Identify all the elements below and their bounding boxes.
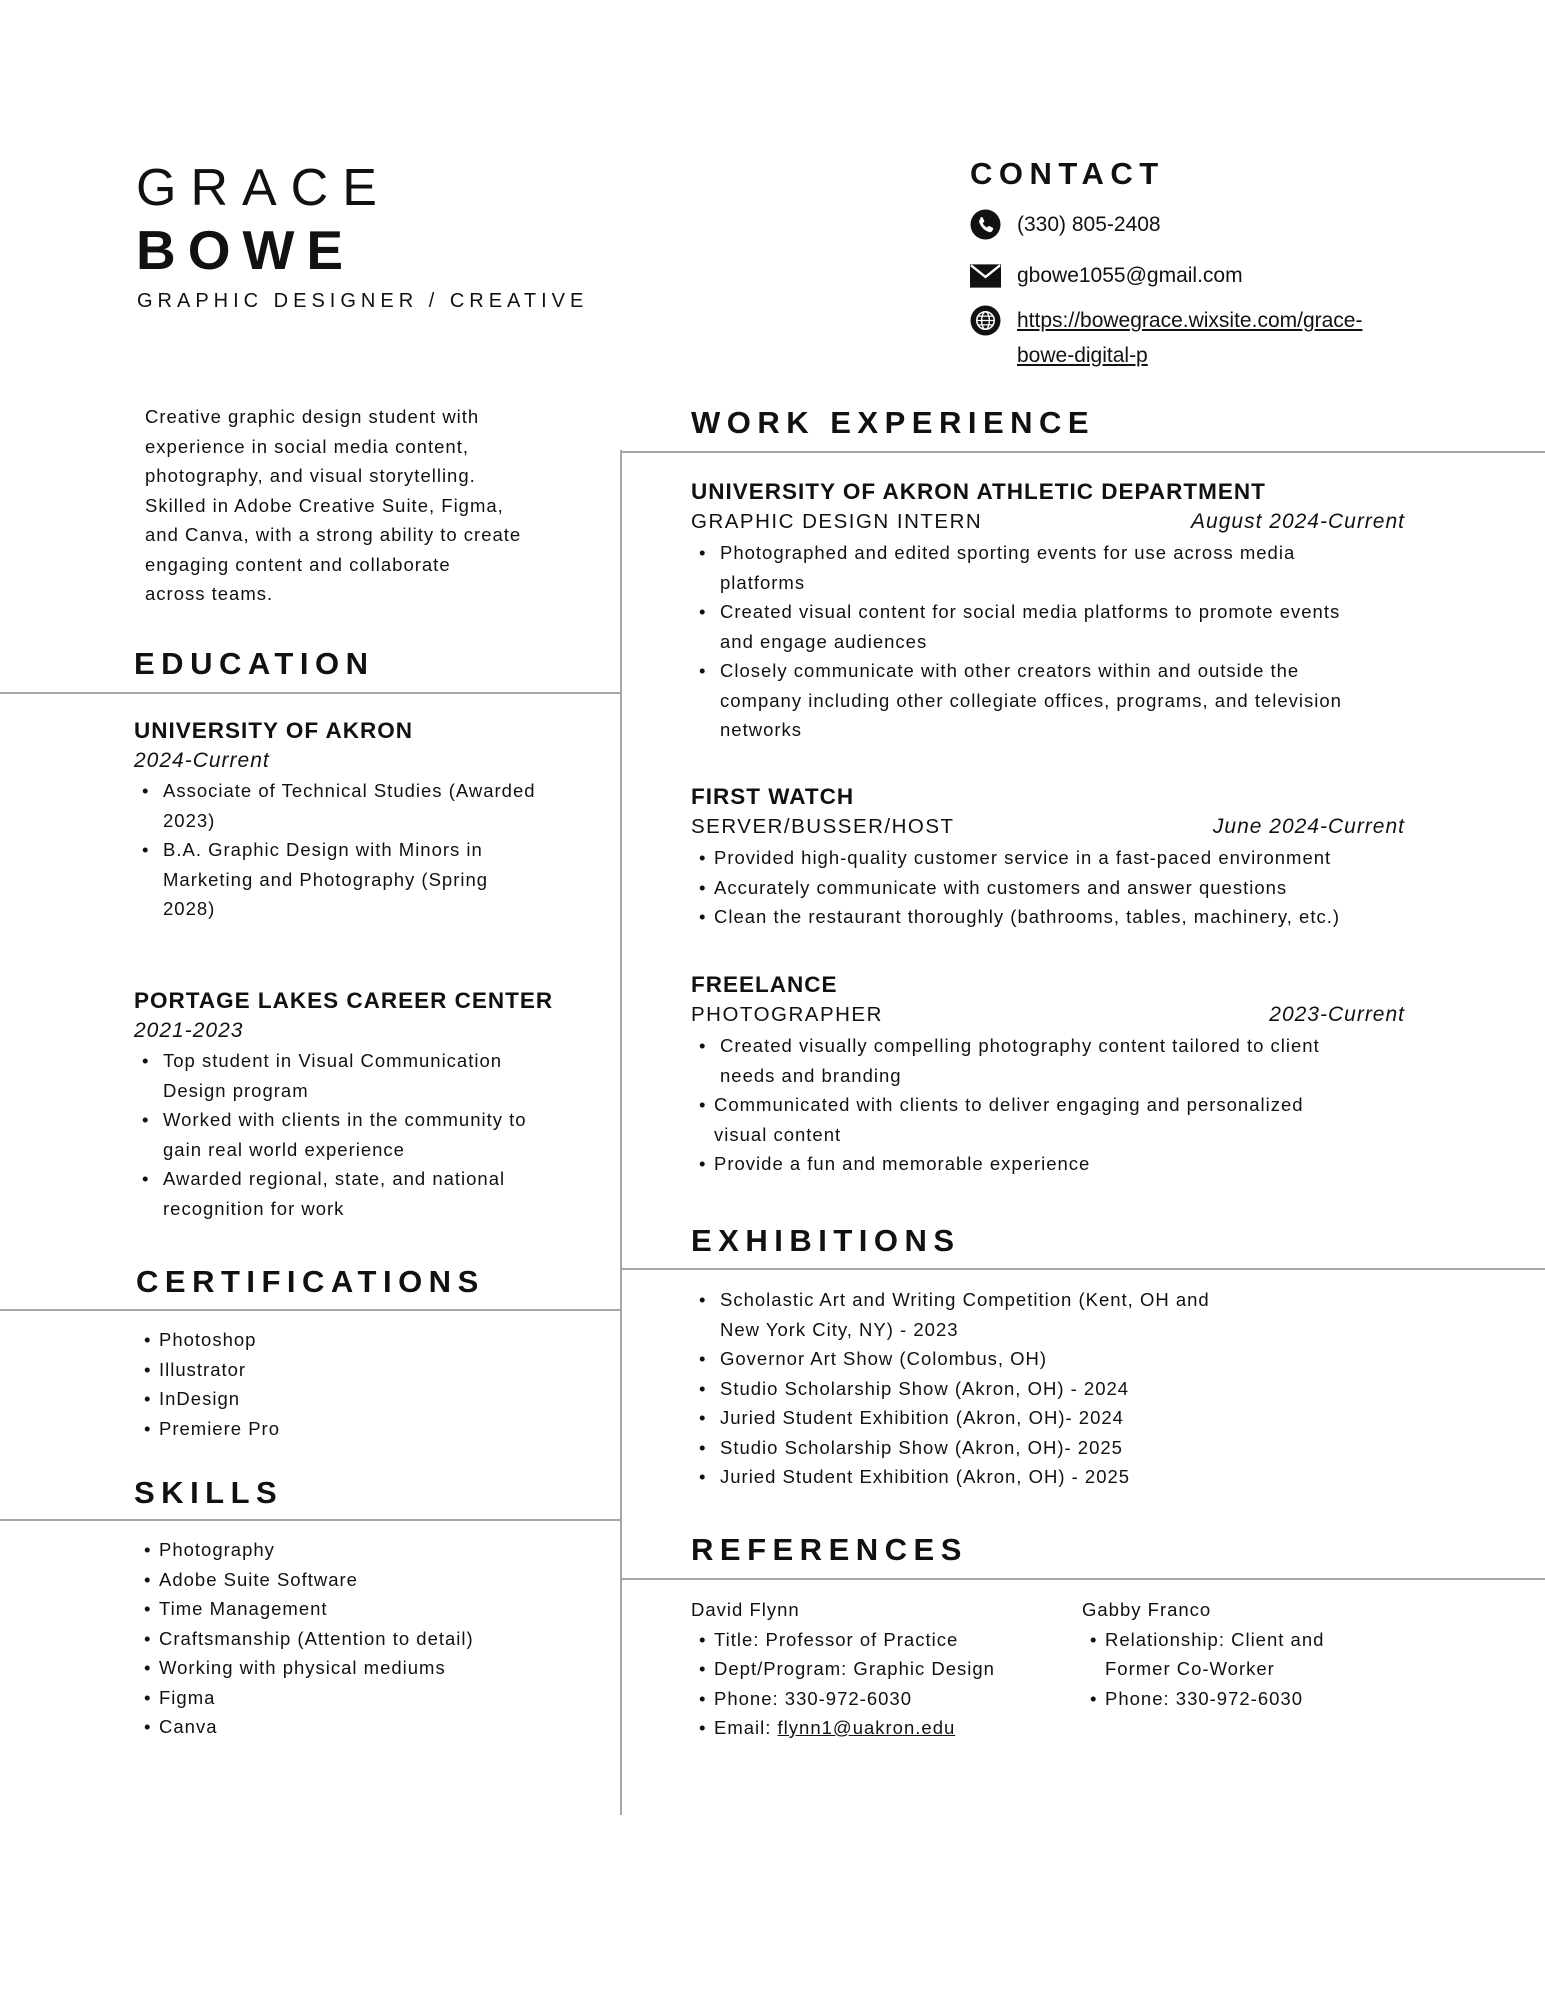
job-items xyxy=(691,843,1405,932)
list-item: • Canva xyxy=(136,1712,586,1742)
job-title: GRAPHIC DESIGN INTERN xyxy=(691,510,983,533)
job-title-row xyxy=(691,507,1405,537)
work-heading: WORK EXPERIENCE xyxy=(691,405,1096,440)
list-item: • Studio Scholarship Show (Akron, OH) - 2024 xyxy=(691,1374,1405,1404)
list-item: • Illustrator xyxy=(136,1355,586,1385)
job-title: PHOTOGRAPHER xyxy=(691,1003,883,1026)
contact-phone[interactable]: (330) 805-2408 xyxy=(1017,213,1161,236)
list-item: • Juried Student Exhibition (Akron, OH)- 2024 xyxy=(691,1403,1405,1433)
list-item: • Provide a fun and memorable experience xyxy=(691,1149,1405,1179)
reference-details xyxy=(691,1625,1071,1743)
job-org: FREELANCE xyxy=(691,972,838,997)
list-item: • Clean the restaurant thoroughly (bathrooms, tables, machinery, etc.) xyxy=(691,902,1405,932)
list-item: • Phone: 330-972-6030 xyxy=(1082,1684,1462,1714)
contact-email[interactable]: gbowe1055@gmail.com xyxy=(1017,264,1243,287)
education-heading: EDUCATION xyxy=(134,646,375,681)
reference-name: Gabby Franco xyxy=(1082,1599,1212,1620)
job-title-row xyxy=(691,812,1405,842)
references-divider xyxy=(621,1578,1545,1580)
list-item: • Associate of Technical Studies (Awarded 2023) xyxy=(134,776,604,835)
contact-website-row xyxy=(970,303,1362,373)
summary-line: Skilled in Adobe Creative Suite, Figma, xyxy=(145,494,504,516)
list-item: • InDesign xyxy=(136,1384,586,1414)
skills-heading: SKILLS xyxy=(134,1475,284,1510)
list-item: • Closely communicate with other creators within and outside the company including other collegiate offices, programs, and television networks xyxy=(691,656,1405,745)
job-2 xyxy=(691,782,1405,932)
exhibitions-divider xyxy=(621,1268,1545,1270)
list-item: • Photography xyxy=(136,1535,586,1565)
skills-divider xyxy=(0,1519,621,1521)
reference-2 xyxy=(1082,1595,1462,1713)
job-title-row xyxy=(691,1000,1405,1030)
contact-email-row xyxy=(970,258,1243,293)
summary-line: experience in social media content, xyxy=(145,435,469,457)
job-3 xyxy=(691,970,1405,1179)
list-item: • Craftsmanship (Attention to detail) xyxy=(136,1624,586,1654)
certifications-list xyxy=(136,1325,586,1443)
list-item: • Governor Art Show (Colombus, OH) xyxy=(691,1344,1405,1374)
contact-phone-row xyxy=(970,207,1161,242)
list-item: • Adobe Suite Software xyxy=(136,1565,586,1595)
mail-icon xyxy=(970,260,1001,291)
list-item xyxy=(691,1713,1071,1743)
summary-line: across teams. xyxy=(145,583,274,604)
list-item: • Time Management xyxy=(136,1594,586,1624)
list-item: • Worked with clients in the community to gain real world experience xyxy=(134,1105,604,1164)
list-item: • Title: Professor of Practice xyxy=(691,1625,1071,1655)
contact-website[interactable] xyxy=(1017,303,1362,373)
summary xyxy=(145,402,565,609)
list-item: • Created visually compelling photography content tailored to client needs and branding xyxy=(691,1031,1405,1090)
reference-1 xyxy=(691,1595,1071,1743)
list-item: • Relationship: Client and Former Co-Worker xyxy=(1082,1625,1462,1684)
job-dates: 2023-Current xyxy=(1269,1003,1405,1026)
job-org: UNIVERSITY OF AKRON ATHLETIC DEPARTMENT xyxy=(691,479,1266,504)
skills-list xyxy=(136,1535,586,1742)
job-role: GRAPHIC DESIGNER / CREATIVE xyxy=(137,290,589,312)
certifications-divider xyxy=(0,1309,621,1311)
list-item: • Photographed and edited sporting events for use across media platforms xyxy=(691,538,1405,597)
list-item: • Studio Scholarship Show (Akron, OH)- 2025 xyxy=(691,1433,1405,1463)
last-name: BOWE xyxy=(136,219,356,281)
list-item: • Provided high-quality customer service in a fast-paced environment xyxy=(691,843,1405,873)
globe-icon xyxy=(970,305,1001,336)
school-items xyxy=(134,776,604,924)
school-items xyxy=(134,1046,604,1223)
job-dates: August 2024-Current xyxy=(1191,510,1405,533)
exhibitions-list xyxy=(691,1285,1405,1492)
job-dates: June 2024-Current xyxy=(1212,815,1405,838)
list-item: • Premiere Pro xyxy=(136,1414,586,1444)
list-item: • Communicated with clients to deliver engaging and personalized visual content xyxy=(691,1090,1405,1149)
list-item: • Figma xyxy=(136,1683,586,1713)
work-divider xyxy=(621,451,1545,453)
contact-heading: CONTACT xyxy=(970,156,1165,191)
certifications-heading: CERTIFICATIONS xyxy=(136,1264,485,1299)
summary-line: and Canva, with a strong ability to create xyxy=(145,524,522,545)
phone-icon xyxy=(970,209,1001,240)
education-school-2 xyxy=(134,986,604,1223)
job-1 xyxy=(691,477,1405,745)
website-line-1[interactable]: https://bowegrace.wixsite.com/grace- xyxy=(1017,309,1363,332)
list-item: • Dept/Program: Graphic Design xyxy=(691,1654,1071,1684)
list-item: • Juried Student Exhibition (Akron, OH) - 2025 xyxy=(691,1462,1405,1492)
list-item: • Phone: 330-972-6030 xyxy=(691,1684,1071,1714)
job-title: SERVER/BUSSER/HOST xyxy=(691,815,955,838)
summary-line: Creative graphic design student with xyxy=(145,406,480,427)
exhibitions-heading: EXHIBITIONS xyxy=(691,1223,961,1258)
school-dates: 2021-2023 xyxy=(134,1019,244,1042)
reference-email-link[interactable]: flynn1@uakron.edu xyxy=(777,1717,956,1738)
reference-details xyxy=(1082,1625,1462,1714)
first-name: GRACE xyxy=(136,159,391,217)
list-item: • Scholastic Art and Writing Competition (Kent, OH and New York City, NY) - 2023 xyxy=(691,1285,1405,1344)
job-org: FIRST WATCH xyxy=(691,784,855,809)
email-label: Email: xyxy=(714,1717,778,1738)
website-line-2[interactable]: bowe-digital-p xyxy=(1017,344,1148,367)
column-divider xyxy=(620,450,622,1815)
summary-line: engaging content and collaborate xyxy=(145,553,451,575)
list-item: • Working with physical mediums xyxy=(136,1653,586,1683)
school-name: PORTAGE LAKES CAREER CENTER xyxy=(134,988,554,1013)
education-divider xyxy=(0,692,621,694)
list-item: • Accurately communicate with customers and answer questions xyxy=(691,873,1405,903)
job-items xyxy=(691,538,1405,745)
list-item: • Photoshop xyxy=(136,1325,586,1355)
reference-name: David Flynn xyxy=(691,1599,800,1620)
summary-line: photography, and visual storytelling. xyxy=(145,465,476,486)
school-name: UNIVERSITY OF AKRON xyxy=(134,718,414,743)
references-heading: REFERENCES xyxy=(691,1532,968,1567)
school-dates: 2024-Current xyxy=(134,749,270,772)
list-item: • B.A. Graphic Design with Minors in Marketing and Photography (Spring 2028) xyxy=(134,835,604,924)
list-item: • Top student in Visual Communication Design program xyxy=(134,1046,604,1105)
list-item: • Created visual content for social media platforms to promote events and engage audiences xyxy=(691,597,1405,656)
job-items xyxy=(691,1031,1405,1179)
list-item: • Awarded regional, state, and national recognition for work xyxy=(134,1164,604,1223)
education-school-1 xyxy=(134,716,604,924)
